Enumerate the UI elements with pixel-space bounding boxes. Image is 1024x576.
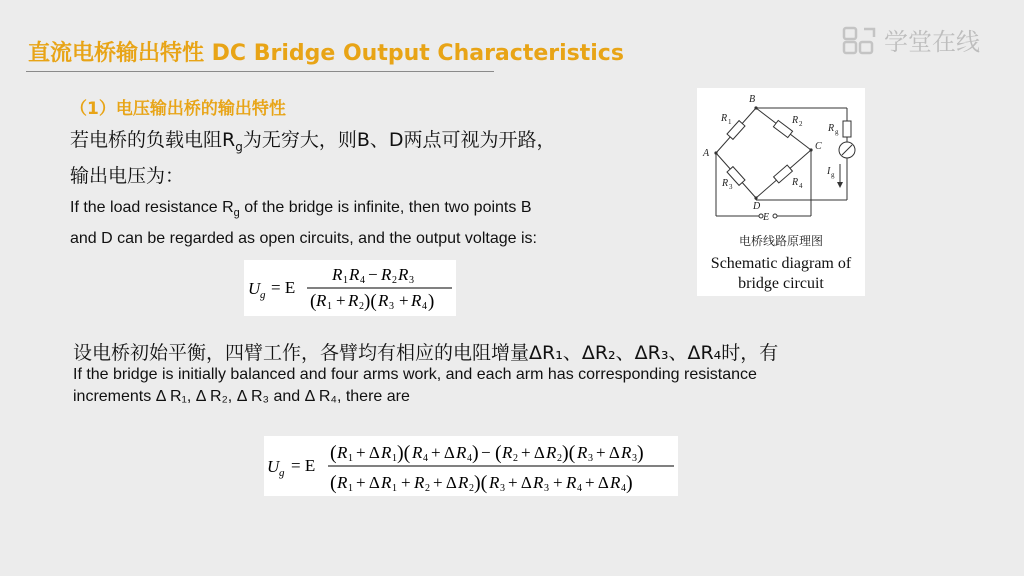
node-label-a: A (703, 148, 710, 159)
svg-text:R: R (412, 443, 423, 462)
svg-text:1: 1 (392, 483, 397, 494)
svg-text:R: R (610, 473, 621, 492)
svg-text:R: R (348, 291, 359, 310)
watermark-text: 学堂在线 (884, 28, 980, 56)
svg-text:1: 1 (348, 453, 353, 464)
svg-text:−: − (368, 265, 378, 284)
svg-text:(: ( (495, 442, 502, 464)
svg-text:+ Δ: + Δ (521, 443, 545, 462)
svg-text:R: R (332, 265, 343, 284)
svg-text:+ Δ: + Δ (356, 473, 380, 492)
formula1-eq: = E (271, 278, 296, 297)
en-paragraph-increments-line1: If the bridge is initially balanced and four arms work, and each arm has corresponding resistance (73, 366, 757, 383)
svg-text:1: 1 (343, 275, 348, 286)
bridge-circuit-schematic (697, 88, 865, 228)
en-line1-text-a: If the load resistance R (70, 199, 234, 216)
diagram-caption-en-line2: bridge circuit (738, 275, 824, 292)
label-r2-sub: 2 (799, 120, 803, 128)
formula1-lhs-sub: g (260, 289, 266, 301)
svg-text:4: 4 (621, 483, 626, 494)
svg-text:+ Δ: + Δ (356, 443, 380, 462)
label-rg-sub: g (835, 128, 839, 136)
svg-text:): ) (637, 442, 644, 464)
bridge-circuit-diagram (697, 88, 865, 296)
svg-text:4: 4 (577, 483, 582, 494)
svg-text:2: 2 (425, 483, 430, 494)
xuetang-logo-icon (842, 25, 878, 55)
label-r4: R (792, 177, 799, 188)
svg-text:1: 1 (327, 301, 332, 312)
svg-text:3: 3 (544, 483, 549, 494)
svg-text:−: − (481, 443, 491, 462)
svg-text:(: ( (330, 472, 337, 494)
svg-text:R: R (502, 443, 513, 462)
svg-text:R: R (398, 265, 409, 284)
node-label-d: D (753, 201, 761, 212)
cn-paragraph-line1 (70, 125, 556, 154)
label-r1-sub: 1 (728, 118, 732, 126)
en-line1-text-b: of the bridge is infinite, then two points B (239, 199, 532, 216)
svg-text:+: + (401, 473, 411, 492)
svg-text:4: 4 (360, 275, 365, 286)
label-r4-sub: 4 (799, 182, 803, 190)
svg-text:R: R (533, 473, 544, 492)
svg-text:2: 2 (392, 275, 397, 286)
cn-paragraph-line2: 输出电压为： (70, 165, 185, 187)
svg-text:R: R (378, 291, 389, 310)
svg-text:3: 3 (409, 275, 414, 286)
formula1-lhs: U (248, 279, 261, 298)
svg-text:)(: )( (397, 442, 411, 464)
svg-text:4: 4 (467, 453, 472, 464)
svg-text:3: 3 (632, 453, 637, 464)
node-label-c: C (815, 141, 822, 152)
svg-text:R: R (381, 473, 392, 492)
diagram-caption-en (697, 254, 865, 294)
label-r3: R (722, 178, 729, 189)
svg-text:3: 3 (500, 483, 505, 494)
svg-text:4: 4 (423, 453, 428, 464)
svg-text:+: + (399, 291, 409, 310)
svg-text:2: 2 (557, 453, 562, 464)
label-r3-sub: 3 (729, 183, 733, 191)
section-subtitle: （1）电压输出桥的输出特性 (70, 99, 286, 119)
svg-text:+ Δ: + Δ (596, 443, 620, 462)
label-r2: R (792, 115, 799, 126)
node-label-e: E (763, 212, 770, 223)
svg-text:)(: )( (562, 442, 576, 464)
en-paragraph-line2: and D can be regarded as open circuits, and the output voltage is: (70, 230, 537, 247)
label-rg: R (828, 123, 835, 134)
formula2-graphic (264, 436, 678, 496)
cn-line1-subscript: g (235, 139, 243, 154)
svg-text:(: ( (310, 291, 317, 312)
svg-text:+: + (336, 291, 346, 310)
svg-text:R: R (337, 473, 348, 492)
svg-text:+: + (553, 473, 563, 492)
svg-text:R: R (566, 473, 577, 492)
svg-text:R: R (458, 473, 469, 492)
en-paragraph-line1 (70, 199, 532, 219)
svg-text:(: ( (330, 442, 337, 464)
svg-text:R: R (414, 473, 425, 492)
cn-paragraph-increments: 设电桥初始平衡，四臂工作，各臂均有相应的电阻增量ΔR₁、ΔR₂、ΔR₃、ΔR₄时，有 (73, 342, 779, 364)
svg-text:R: R (621, 443, 632, 462)
svg-text:R: R (546, 443, 557, 462)
svg-text:): ) (472, 442, 479, 464)
node-label-b: B (749, 94, 756, 105)
page-title: 直流电桥输出特性 DC Bridge Output Characteristics (28, 41, 624, 66)
diagram-caption-cn: 电桥线路原理图 (738, 234, 823, 248)
svg-text:)(: )( (474, 472, 488, 494)
svg-text:)(: )( (364, 291, 377, 312)
watermark-logo (842, 22, 980, 57)
label-ig-sub: g (831, 171, 835, 179)
label-ig: I (827, 166, 831, 177)
svg-text:+ Δ: + Δ (433, 473, 457, 492)
svg-text:R: R (381, 443, 392, 462)
svg-text:+ Δ: + Δ (585, 473, 609, 492)
formula2-eq: = E (291, 456, 316, 475)
formula1-graphic (244, 260, 456, 316)
svg-text:+ Δ: + Δ (508, 473, 532, 492)
svg-text:+ Δ: + Δ (431, 443, 455, 462)
title-divider (26, 71, 494, 72)
svg-text:4: 4 (422, 301, 427, 312)
formula2-lhs: U (267, 457, 280, 476)
svg-text:R: R (349, 265, 360, 284)
svg-text:R: R (316, 291, 327, 310)
diagram-caption-en-line1: Schematic diagram of (710, 255, 852, 272)
svg-text:3: 3 (389, 301, 394, 312)
formula2-lhs-sub: g (279, 467, 285, 479)
formula-output-voltage (244, 260, 456, 316)
svg-text:R: R (381, 265, 392, 284)
svg-text:1: 1 (392, 453, 397, 464)
svg-text:2: 2 (359, 301, 364, 312)
cn-line1-text-b: 为无穷大，则B、D两点可视为开路， (242, 129, 556, 151)
en-line1-subscript: g (233, 207, 240, 220)
en-paragraph-increments-line2: increments Δ R₁, Δ R₂, Δ R₃ and Δ R₄, there are (73, 388, 410, 405)
svg-text:2: 2 (513, 453, 518, 464)
svg-text:R: R (577, 443, 588, 462)
formula-output-voltage-increments (264, 436, 678, 496)
svg-text:2: 2 (469, 483, 474, 494)
label-r1: R (721, 113, 728, 124)
svg-text:R: R (337, 443, 348, 462)
svg-text:3: 3 (588, 453, 593, 464)
svg-text:): ) (626, 472, 633, 494)
cn-line1-text-a: 若电桥的负载电阻R (70, 129, 236, 151)
svg-text:R: R (411, 291, 422, 310)
svg-text:R: R (456, 443, 467, 462)
svg-text:R: R (489, 473, 500, 492)
svg-text:): ) (428, 291, 435, 312)
svg-text:1: 1 (348, 483, 353, 494)
